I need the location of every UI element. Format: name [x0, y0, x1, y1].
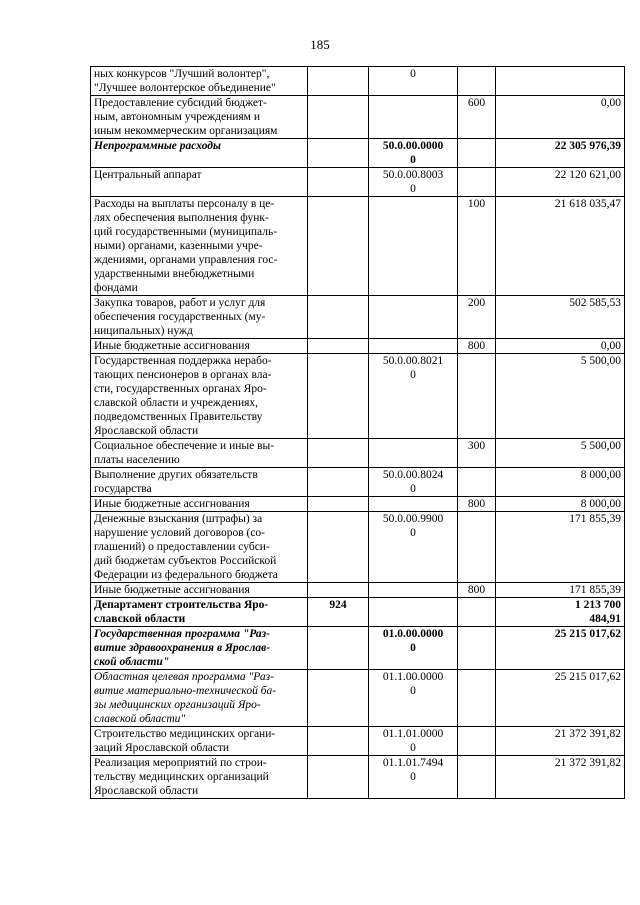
ministry-code-cell	[308, 670, 369, 727]
target-article-cell	[369, 339, 458, 354]
row-name-cell: Выполнение других обязательств государства	[91, 468, 308, 497]
expense-type-cell	[458, 468, 496, 497]
amount-cell: 502 585,53	[496, 296, 625, 339]
budget-table	[90, 66, 625, 799]
row-name-cell: Иные бюджетные ассигнования	[91, 497, 308, 512]
expense-type-cell	[458, 67, 496, 96]
row-name-cell: Закупка товаров, работ и услуг для обеспечения государственных (му- ниципальных) нужд	[91, 296, 308, 339]
amount-cell: 25 215 017,62	[496, 670, 625, 727]
ministry-code-cell	[308, 96, 369, 139]
ministry-code-cell	[308, 512, 369, 583]
expense-type-cell	[458, 670, 496, 727]
amount-cell: 21 372 391,82	[496, 727, 625, 756]
table-row	[91, 512, 625, 583]
amount-cell: 5 500,00	[496, 439, 625, 468]
table-row	[91, 197, 625, 296]
expense-type-cell	[458, 598, 496, 627]
amount-cell: 21 618 035,47	[496, 197, 625, 296]
ministry-code-cell	[308, 583, 369, 598]
target-article-cell: 50.0.00.9900 0	[369, 512, 458, 583]
table-row	[91, 497, 625, 512]
ministry-code-cell	[308, 468, 369, 497]
amount-cell: 171 855,39	[496, 512, 625, 583]
amount-cell: 22 120 621,00	[496, 168, 625, 197]
target-article-cell	[369, 296, 458, 339]
amount-cell: 21 372 391,82	[496, 756, 625, 799]
amount-cell: 0,00	[496, 339, 625, 354]
row-name-cell: Непрограммные расходы	[91, 139, 308, 168]
ministry-code-cell	[308, 339, 369, 354]
table-row	[91, 598, 625, 627]
row-name-cell: Государственная поддержка нерабо- тающих пенсионеров в органах вла- сти, государственных органах Яро- славской области и учреждениях, подведомственных Правительству Ярославской области	[91, 354, 308, 439]
expense-type-cell: 800	[458, 339, 496, 354]
ministry-code-cell	[308, 497, 369, 512]
row-name-cell: Предоставление субсидий бюджет- ным, автономным учреждениям и иным некоммерческим организациям	[91, 96, 308, 139]
amount-cell: 1 213 700 484,91	[496, 598, 625, 627]
row-name-cell: Областная целевая программа "Раз- витие материально-технической ба- зы медицинских организаций Яро- славской области"	[91, 670, 308, 727]
row-name-cell: Государственная программа "Раз- витие здравоохранения в Ярослав- ской области"	[91, 627, 308, 670]
target-article-cell	[369, 598, 458, 627]
expense-type-cell: 600	[458, 96, 496, 139]
target-article-cell: 01.1.01.7494 0	[369, 756, 458, 799]
table-row	[91, 67, 625, 96]
target-article-cell: 01.0.00.0000 0	[369, 627, 458, 670]
expense-type-cell: 200	[458, 296, 496, 339]
table-row	[91, 168, 625, 197]
table-row	[91, 439, 625, 468]
amount-cell: 8 000,00	[496, 468, 625, 497]
table-row	[91, 96, 625, 139]
expense-type-cell	[458, 354, 496, 439]
table-row	[91, 139, 625, 168]
target-article-cell	[369, 96, 458, 139]
expense-type-cell	[458, 756, 496, 799]
row-name-cell: Иные бюджетные ассигнования	[91, 339, 308, 354]
table-row	[91, 670, 625, 727]
row-name-cell: Денежные взыскания (штрафы) за нарушение условий договоров (со- глашений) о предоставлении субси- дий бюджетам субъектов Российской Федерации из федерального бюджета	[91, 512, 308, 583]
row-name-cell: Иные бюджетные ассигнования	[91, 583, 308, 598]
page-number: 185	[310, 37, 330, 52]
row-name-cell: ных конкурсов "Лучший волонтер", "Лучшее волонтерское объединение"	[91, 67, 308, 96]
table-row	[91, 627, 625, 670]
ministry-code-cell	[308, 197, 369, 296]
ministry-code-cell	[308, 139, 369, 168]
row-name-cell: Реализация мероприятий по строи- тельству медицинских организаций Ярославской области	[91, 756, 308, 799]
table-row	[91, 727, 625, 756]
table-row	[91, 296, 625, 339]
expense-type-cell	[458, 168, 496, 197]
ministry-code-cell: 924	[308, 598, 369, 627]
target-article-cell: 50.0.00.0000 0	[369, 139, 458, 168]
ministry-code-cell	[308, 627, 369, 670]
target-article-cell: 01.1.01.0000 0	[369, 727, 458, 756]
ministry-code-cell	[308, 354, 369, 439]
table-row	[91, 583, 625, 598]
ministry-code-cell	[308, 439, 369, 468]
row-name-cell: Департамент строительства Яро- славской области	[91, 598, 308, 627]
target-article-cell: 50.0.00.8003 0	[369, 168, 458, 197]
target-article-cell	[369, 497, 458, 512]
expense-type-cell	[458, 627, 496, 670]
target-article-cell: 0	[369, 67, 458, 96]
amount-cell	[496, 67, 625, 96]
row-name-cell: Центральный аппарат	[91, 168, 308, 197]
table-row	[91, 468, 625, 497]
table-row	[91, 354, 625, 439]
target-article-cell: 50.0.00.8021 0	[369, 354, 458, 439]
amount-cell: 5 500,00	[496, 354, 625, 439]
ministry-code-cell	[308, 168, 369, 197]
row-name-cell: Социальное обеспечение и иные вы- платы населению	[91, 439, 308, 468]
expense-type-cell	[458, 727, 496, 756]
ministry-code-cell	[308, 67, 369, 96]
ministry-code-cell	[308, 296, 369, 339]
expense-type-cell: 100	[458, 197, 496, 296]
expense-type-cell: 800	[458, 497, 496, 512]
target-article-cell	[369, 583, 458, 598]
expense-type-cell: 800	[458, 583, 496, 598]
amount-cell: 0,00	[496, 96, 625, 139]
row-name-cell: Расходы на выплаты персоналу в це- лях обеспечения выполнения функ- ций государственными (муниципаль- ными) органами, казенными учре- ждениями, органами управления гос- ударственными внебюджетными фондами	[91, 197, 308, 296]
expense-type-cell: 300	[458, 439, 496, 468]
ministry-code-cell	[308, 727, 369, 756]
expense-type-cell	[458, 512, 496, 583]
table-row	[91, 756, 625, 799]
amount-cell: 171 855,39	[496, 583, 625, 598]
amount-cell: 8 000,00	[496, 497, 625, 512]
target-article-cell: 01.1.00.0000 0	[369, 670, 458, 727]
row-name-cell: Строительство медицинских органи- заций Ярославской области	[91, 727, 308, 756]
ministry-code-cell	[308, 756, 369, 799]
target-article-cell: 50.0.00.8024 0	[369, 468, 458, 497]
table-row	[91, 339, 625, 354]
amount-cell: 25 215 017,62	[496, 627, 625, 670]
expense-type-cell	[458, 139, 496, 168]
amount-cell: 22 305 976,39	[496, 139, 625, 168]
target-article-cell	[369, 197, 458, 296]
target-article-cell	[369, 439, 458, 468]
